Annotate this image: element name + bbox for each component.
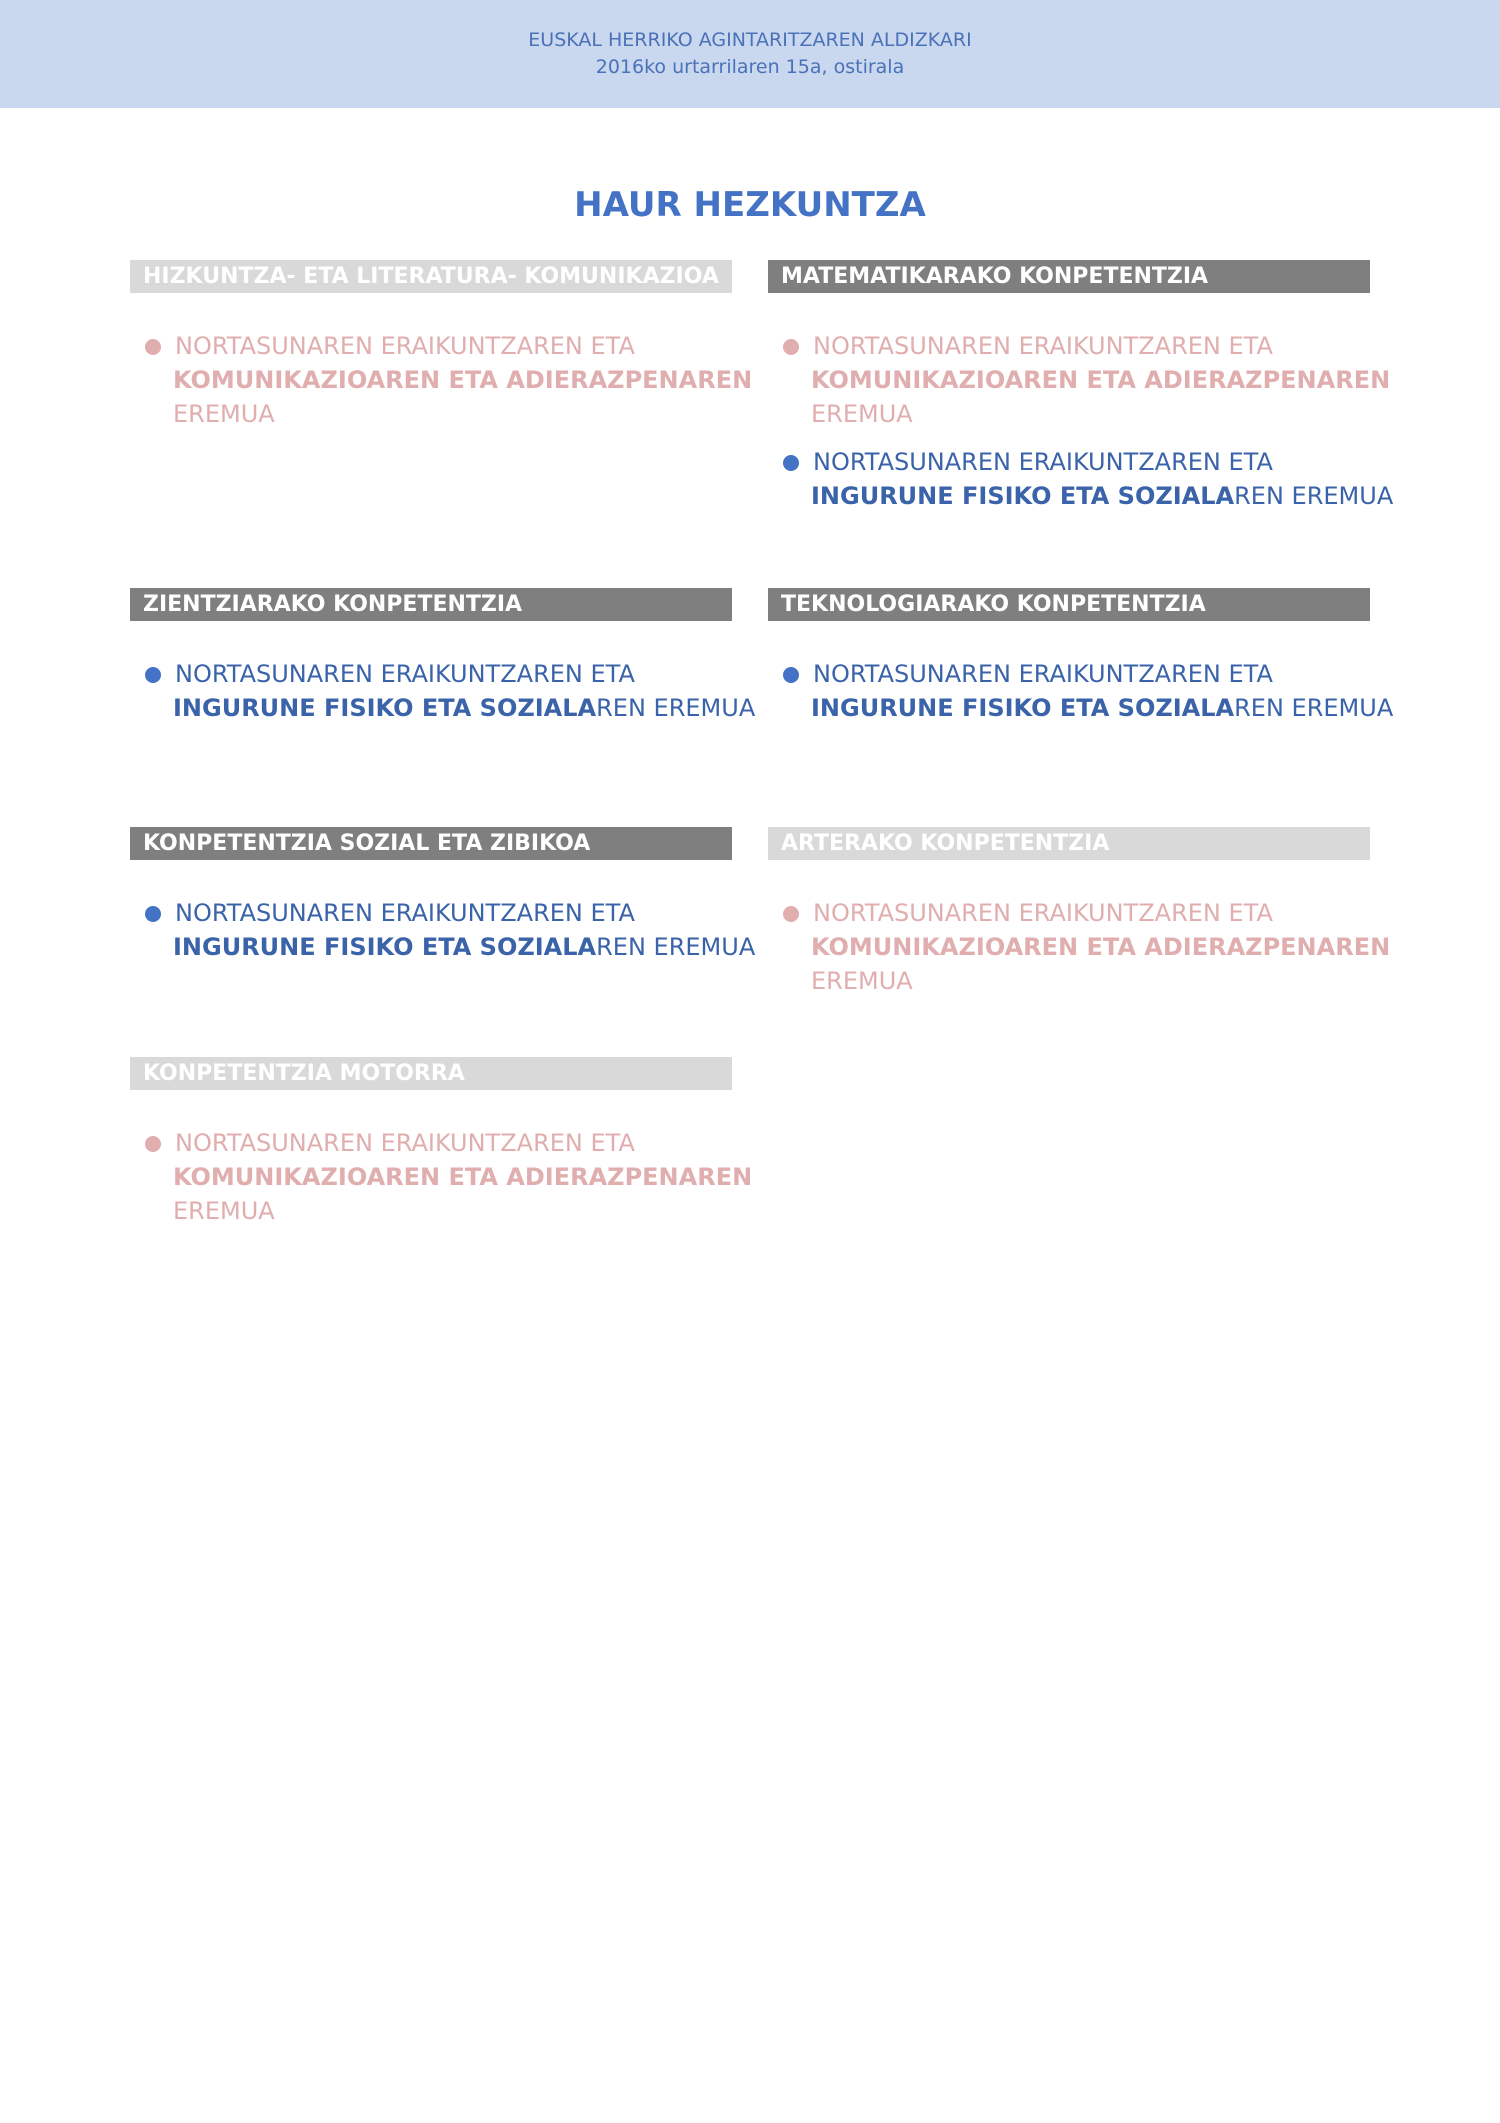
item-highlight: INGURUNE FISIKO ETA SOZIALA [173, 933, 597, 961]
section-matematika [768, 260, 1394, 527]
section-zientzia [130, 588, 756, 739]
bullet-icon [145, 1136, 161, 1152]
item-suffix: REN EREMUA [1234, 482, 1394, 510]
section-heading: TEKNOLOGIARAKO KONPETENTZIA [768, 588, 1370, 621]
item-suffix: REN EREMUA [596, 694, 756, 722]
section-heading: KONPETENTZIA MOTORRA [130, 1057, 732, 1090]
item-highlight: KOMUNIKAZIOAREN ETA ADIERAZPENAREN [811, 933, 1391, 961]
list-item [130, 896, 756, 964]
item-list [130, 896, 756, 964]
item-prefix: NORTASUNAREN ERAIKUNTZAREN ETA [175, 1129, 635, 1157]
list-item [768, 329, 1391, 431]
item-list [130, 657, 756, 725]
section-heading: ZIENTZIARAKO KONPETENTZIA [130, 588, 732, 621]
item-list [130, 329, 753, 431]
list-item [768, 657, 1394, 725]
header-publication-title: EUSKAL HERRIKO AGINTARITZAREN ALDIZKARI [528, 29, 972, 51]
header-date: 2016ko urtarrilaren 15a, ostirala [595, 56, 905, 78]
bullet-icon [783, 339, 799, 355]
item-list [768, 329, 1394, 513]
item-prefix: NORTASUNAREN ERAIKUNTZAREN ETA [813, 448, 1273, 476]
item-list [768, 896, 1391, 998]
item-highlight: INGURUNE FISIKO ETA SOZIALA [173, 694, 597, 722]
item-highlight: KOMUNIKAZIOAREN ETA ADIERAZPENAREN [811, 366, 1391, 394]
bullet-icon [145, 339, 161, 355]
bullet-icon [145, 906, 161, 922]
page-title: HAUR HEZKUNTZA [574, 185, 926, 225]
section-heading: MATEMATIKARAKO KONPETENTZIA [768, 260, 1370, 293]
item-highlight: KOMUNIKAZIOAREN ETA ADIERAZPENAREN [173, 1163, 753, 1191]
bullet-icon [783, 455, 799, 471]
item-highlight: INGURUNE FISIKO ETA SOZIALA [811, 694, 1235, 722]
list-item [130, 657, 756, 725]
item-suffix: EREMUA [811, 967, 913, 995]
item-suffix: EREMUA [173, 400, 275, 428]
bullet-icon [783, 667, 799, 683]
page-header [0, 0, 1500, 108]
section-artea [768, 827, 1391, 1012]
list-item [130, 329, 753, 431]
item-highlight: INGURUNE FISIKO ETA SOZIALA [811, 482, 1235, 510]
item-list [768, 657, 1394, 725]
list-item [768, 896, 1391, 998]
bullet-icon [145, 667, 161, 683]
item-prefix: NORTASUNAREN ERAIKUNTZAREN ETA [813, 332, 1273, 360]
bullet-icon [783, 906, 799, 922]
item-prefix: NORTASUNAREN ERAIKUNTZAREN ETA [175, 899, 635, 927]
list-item [768, 445, 1394, 513]
section-heading: ARTERAKO KONPETENTZIA [768, 827, 1370, 860]
section-heading: KONPETENTZIA SOZIAL ETA ZIBIKOA [130, 827, 732, 860]
item-suffix: EREMUA [811, 400, 913, 428]
item-list [130, 1126, 753, 1228]
item-suffix: EREMUA [173, 1197, 275, 1225]
section-soziala [130, 827, 756, 978]
item-prefix: NORTASUNAREN ERAIKUNTZAREN ETA [813, 660, 1273, 688]
item-highlight: KOMUNIKAZIOAREN ETA ADIERAZPENAREN [173, 366, 753, 394]
item-suffix: REN EREMUA [596, 933, 756, 961]
item-prefix: NORTASUNAREN ERAIKUNTZAREN ETA [813, 899, 1273, 927]
item-suffix: REN EREMUA [1234, 694, 1394, 722]
section-hizkuntza [130, 260, 753, 445]
section-motorra [130, 1057, 753, 1242]
list-item [130, 1126, 753, 1228]
item-prefix: NORTASUNAREN ERAIKUNTZAREN ETA [175, 660, 635, 688]
section-heading: HIZKUNTZA- ETA LITERATURA- KOMUNIKAZIOA [130, 260, 732, 293]
section-teknologia [768, 588, 1394, 739]
item-prefix: NORTASUNAREN ERAIKUNTZAREN ETA [175, 332, 635, 360]
